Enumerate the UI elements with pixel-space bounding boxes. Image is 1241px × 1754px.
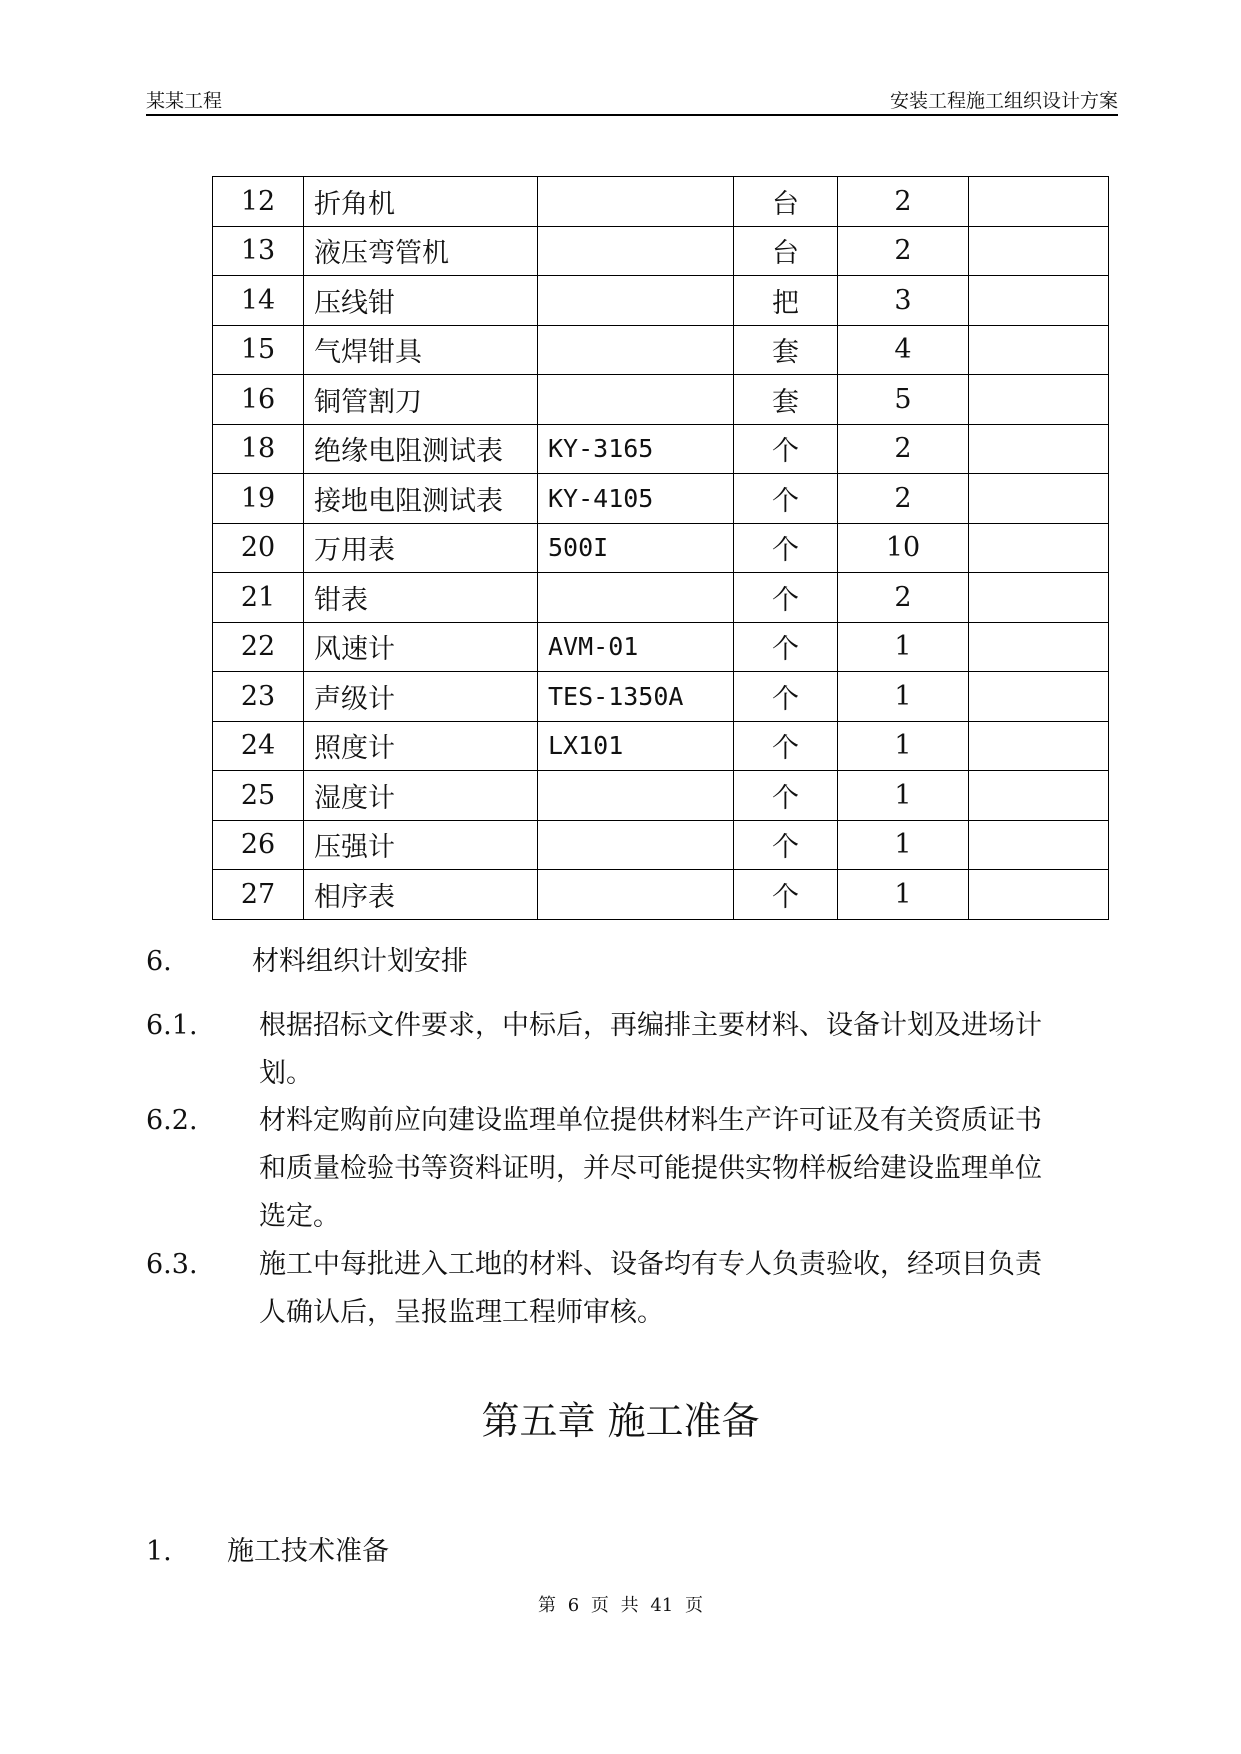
item-line: 和质量检验书等资料证明，并尽可能提供实物样板给建设监理单位 (259, 1153, 1042, 1184)
equipment-note (969, 226, 1109, 276)
equipment-unit: 套 (734, 325, 838, 375)
equipment-note (969, 325, 1109, 375)
equipment-unit: 个 (734, 573, 838, 623)
equipment-unit: 台 (734, 177, 838, 227)
table-row (213, 177, 1109, 227)
item-line: 根据招标文件要求，中标后，再编排主要材料、设备计划及进场计 (259, 1010, 1042, 1041)
table-row (213, 226, 1109, 276)
item-number: 6.1. (146, 1010, 198, 1041)
equipment-quantity: 2 (838, 177, 969, 227)
equipment-model: KY-4105 (538, 474, 734, 524)
equipment-name: 绝缘电阻测试表 (304, 424, 538, 474)
row-number: 20 (213, 523, 304, 573)
equipment-note (969, 622, 1109, 672)
equipment-unit: 个 (734, 820, 838, 870)
equipment-unit: 个 (734, 424, 838, 474)
equipment-model: TES-1350A (538, 672, 734, 722)
header-project-name: 某某工程 (146, 90, 223, 112)
item-line: 选定。 (259, 1201, 340, 1232)
equipment-unit: 套 (734, 375, 838, 425)
equipment-quantity: 1 (838, 771, 969, 821)
item-line: 划。 (259, 1058, 313, 1089)
equipment-quantity: 2 (838, 573, 969, 623)
table-row (213, 424, 1109, 474)
row-number: 19 (213, 474, 304, 524)
equipment-note (969, 375, 1109, 425)
equipment-quantity: 1 (838, 870, 969, 920)
table-row (213, 474, 1109, 524)
table-row (213, 573, 1109, 623)
equipment-model (538, 177, 734, 227)
item-number: 6.3. (146, 1249, 198, 1280)
equipment-quantity: 1 (838, 672, 969, 722)
table-row (213, 771, 1109, 821)
equipment-note (969, 424, 1109, 474)
equipment-model: LX101 (538, 721, 734, 771)
equipment-note (969, 177, 1109, 227)
item-line: 人确认后，呈报监理工程师审核。 (259, 1297, 664, 1328)
equipment-model: AVM-01 (538, 622, 734, 672)
row-number: 21 (213, 573, 304, 623)
equipment-model (538, 771, 734, 821)
equipment-unit: 个 (734, 672, 838, 722)
row-number: 13 (213, 226, 304, 276)
equipment-unit: 个 (734, 622, 838, 672)
equipment-model (538, 820, 734, 870)
row-number: 24 (213, 721, 304, 771)
equipment-name: 万用表 (304, 523, 538, 573)
row-number: 14 (213, 276, 304, 326)
equipment-quantity: 10 (838, 523, 969, 573)
equipment-quantity: 5 (838, 375, 969, 425)
row-number: 18 (213, 424, 304, 474)
equipment-name: 压强计 (304, 820, 538, 870)
chapter-title: 第五章 施工准备 (481, 1399, 760, 1443)
row-number: 26 (213, 820, 304, 870)
equipment-quantity: 3 (838, 276, 969, 326)
table-row (213, 375, 1109, 425)
row-number: 25 (213, 771, 304, 821)
equipment-quantity: 1 (838, 820, 969, 870)
equipment-name: 铜管割刀 (304, 375, 538, 425)
table-row (213, 870, 1109, 920)
equipment-note (969, 523, 1109, 573)
equipment-model (538, 325, 734, 375)
equipment-model: 500I (538, 523, 734, 573)
item-line: 施工中每批进入工地的材料、设备均有专人负责验收，经项目负责 (259, 1249, 1042, 1280)
row-number: 23 (213, 672, 304, 722)
equipment-name: 接地电阻测试表 (304, 474, 538, 524)
equipment-unit: 个 (734, 771, 838, 821)
equipment-name: 液压弯管机 (304, 226, 538, 276)
equipment-note (969, 474, 1109, 524)
equipment-name: 风速计 (304, 622, 538, 672)
equipment-name: 钳表 (304, 573, 538, 623)
equipment-model (538, 573, 734, 623)
table-row (213, 672, 1109, 722)
row-number: 22 (213, 622, 304, 672)
equipment-quantity: 2 (838, 226, 969, 276)
item-line: 材料定购前应向建设监理单位提供材料生产许可证及有关资质证书 (259, 1105, 1042, 1136)
equipment-note (969, 573, 1109, 623)
equipment-quantity: 1 (838, 721, 969, 771)
section-title: 施工技术准备 (227, 1536, 389, 1567)
equipment-name: 压线钳 (304, 276, 538, 326)
equipment-quantity: 2 (838, 424, 969, 474)
table-row (213, 523, 1109, 573)
equipment-model (538, 870, 734, 920)
table-row (213, 721, 1109, 771)
item-number: 6.2. (146, 1105, 198, 1136)
equipment-unit: 个 (734, 523, 838, 573)
equipment-note (969, 721, 1109, 771)
equipment-model (538, 276, 734, 326)
equipment-model (538, 375, 734, 425)
equipment-name: 气焊钳具 (304, 325, 538, 375)
equipment-note (969, 870, 1109, 920)
table-row (213, 276, 1109, 326)
row-number: 16 (213, 375, 304, 425)
equipment-note (969, 771, 1109, 821)
page-footer: 第 6 页 共 41 页 (538, 1595, 703, 1616)
equipment-note (969, 820, 1109, 870)
equipment-quantity: 2 (838, 474, 969, 524)
equipment-name: 照度计 (304, 721, 538, 771)
row-number: 27 (213, 870, 304, 920)
equipment-unit: 个 (734, 870, 838, 920)
equipment-model: KY-3165 (538, 424, 734, 474)
equipment-note (969, 276, 1109, 326)
table-row (213, 820, 1109, 870)
table-row (213, 325, 1109, 375)
header-document-title: 安装工程施工组织设计方案 (889, 90, 1118, 112)
section-number: 6. (146, 946, 172, 977)
row-number: 15 (213, 325, 304, 375)
section-number: 1. (146, 1536, 172, 1567)
table-row (213, 622, 1109, 672)
equipment-unit: 台 (734, 226, 838, 276)
equipment-unit: 个 (734, 721, 838, 771)
equipment-table (212, 176, 1109, 920)
page-header (146, 86, 1118, 116)
section-title: 材料组织计划安排 (252, 946, 468, 977)
equipment-name: 折角机 (304, 177, 538, 227)
equipment-unit: 把 (734, 276, 838, 326)
equipment-name: 声级计 (304, 672, 538, 722)
equipment-note (969, 672, 1109, 722)
equipment-quantity: 1 (838, 622, 969, 672)
equipment-unit: 个 (734, 474, 838, 524)
equipment-quantity: 4 (838, 325, 969, 375)
equipment-model (538, 226, 734, 276)
row-number: 12 (213, 177, 304, 227)
equipment-name: 湿度计 (304, 771, 538, 821)
equipment-table-body (213, 177, 1109, 920)
equipment-name: 相序表 (304, 870, 538, 920)
